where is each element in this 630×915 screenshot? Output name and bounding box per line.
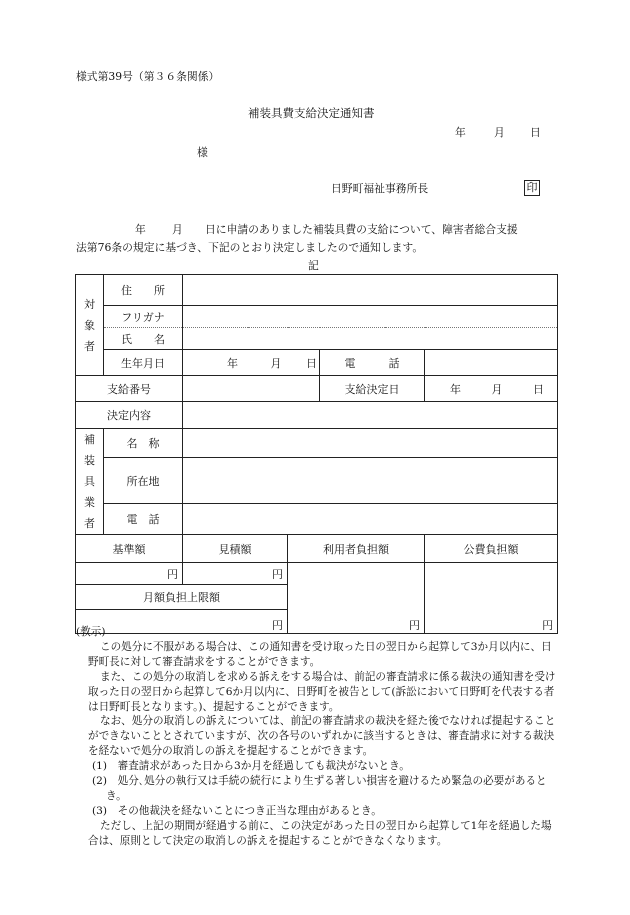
notes-item3: (3) その他裁決を経ないことにつき正当な理由があるとき。 (92, 804, 382, 817)
decision-content-field (183, 402, 558, 429)
ki-label: 記 (308, 259, 319, 272)
notes-p1: この処分に不服がある場合は、この通知書を受け取った日の翌日から起算して3か月以内に、日野町長に対して審査請求をすることができます。 (88, 640, 552, 668)
monthly-cap-label: 月額負担上限額 (76, 585, 288, 610)
birth-year: 年 (227, 356, 238, 370)
body-line2: 法第76条の規定に基づき、下記のとおり決定しましたので通知します。 (76, 241, 424, 254)
birthdate-label: 生年月日 (104, 350, 183, 376)
decision-content-label: 決定内容 (76, 402, 183, 429)
furigana-field (183, 306, 558, 328)
vendor-label: 補装具業者 (76, 429, 104, 535)
name-field (183, 328, 558, 350)
body-month: 月 (172, 223, 183, 236)
decision-month: 月 (491, 382, 503, 396)
notes-p4: ただし、上記の期間が経過する前に、この決定があった日の翌日から起算して1年を経過した場合は、原則として決定の取消しの訴えを提起することができなくなります。 (88, 819, 552, 847)
vendor-location-label: 所在地 (104, 458, 183, 504)
decision-year: 年 (450, 382, 461, 396)
document-title: 補装具費支給決定通知書 (248, 106, 375, 120)
notes-item2: (2) 処分､処分の執行又は手続の続行により生ずる著しい損害を避けるため緊急の必要があるとき。 (92, 775, 547, 802)
monthly-cap-yen: 円 (76, 610, 288, 634)
notes-p3: なお、処分の取消しの訴えについては、前記の審査請求の裁決を経た後でなければ提起することができないこととされていますが、次の各号のいずれかに該当するときは、審査請求に対する裁決を経ないで処分の取消しの訴えを提起することができます。 (88, 715, 556, 758)
body-line1: 日に申請のありました補装具費の支給について、障害者総合支援 (205, 223, 518, 236)
decision-date-label: 支給決定日 (320, 376, 425, 402)
furigana-label: フリガナ (104, 306, 183, 328)
vendor-name-label: 名 称 (104, 429, 183, 458)
application-table (75, 274, 558, 634)
body-year: 年 (135, 223, 146, 236)
decision-day: 日 (533, 382, 544, 396)
payment-number-field (183, 376, 320, 402)
subject-label: 対象者 (76, 275, 104, 376)
date-year: 年 (455, 126, 466, 139)
payment-number-label: 支給番号 (76, 376, 183, 402)
address-field (183, 275, 558, 306)
instructions (76, 625, 558, 849)
estimate-header: 見積額 (183, 535, 288, 563)
birthdate-field (183, 350, 320, 376)
public-burden-header: 公費負担額 (425, 535, 558, 563)
recipient-suffix: 様 (197, 146, 208, 159)
user-burden-yen: 円 (288, 563, 425, 634)
decision-date-field (425, 376, 558, 402)
notes-p2: また、この処分の取消しを求める訴えをする場合は、前記の審査請求に係る裁決の通知書を受け取った日の翌日から起算して6か月以内に、日野町を被告として(訴訟において日野町を代表する者は日野町長となります。)、提起することができます。 (88, 670, 556, 713)
form-number: 様式第39号（第３６条関係） (76, 70, 220, 83)
vendor-phone-label: 電 話 (104, 504, 183, 535)
vendor-name-field (183, 429, 558, 458)
issuer-name: 日野町福祉事務所長 (331, 182, 429, 195)
estimate-yen: 円 (183, 563, 288, 585)
phone-field (425, 350, 558, 376)
base-amount-header: 基準額 (76, 535, 183, 563)
name-label: 氏 名 (104, 328, 183, 350)
notes-heading: (教示) (76, 626, 106, 638)
seal-stamp: 印 (524, 180, 540, 196)
date-day: 日 (530, 126, 541, 139)
vendor-phone-field (183, 504, 558, 535)
date-month: 月 (494, 126, 505, 139)
address-label: 住 所 (104, 275, 183, 306)
user-burden-header: 利用者負担額 (288, 535, 425, 563)
birth-day: 日 (306, 356, 317, 370)
phone-label: 電 話 (320, 350, 425, 376)
vendor-location-field (183, 458, 558, 504)
base-amount-yen: 円 (76, 563, 183, 585)
birth-month: 月 (270, 356, 282, 370)
notes-item1: (1) 審査請求があった日から3か月を経過しても裁決がないとき。 (92, 760, 410, 773)
public-burden-yen: 円 (425, 563, 558, 634)
